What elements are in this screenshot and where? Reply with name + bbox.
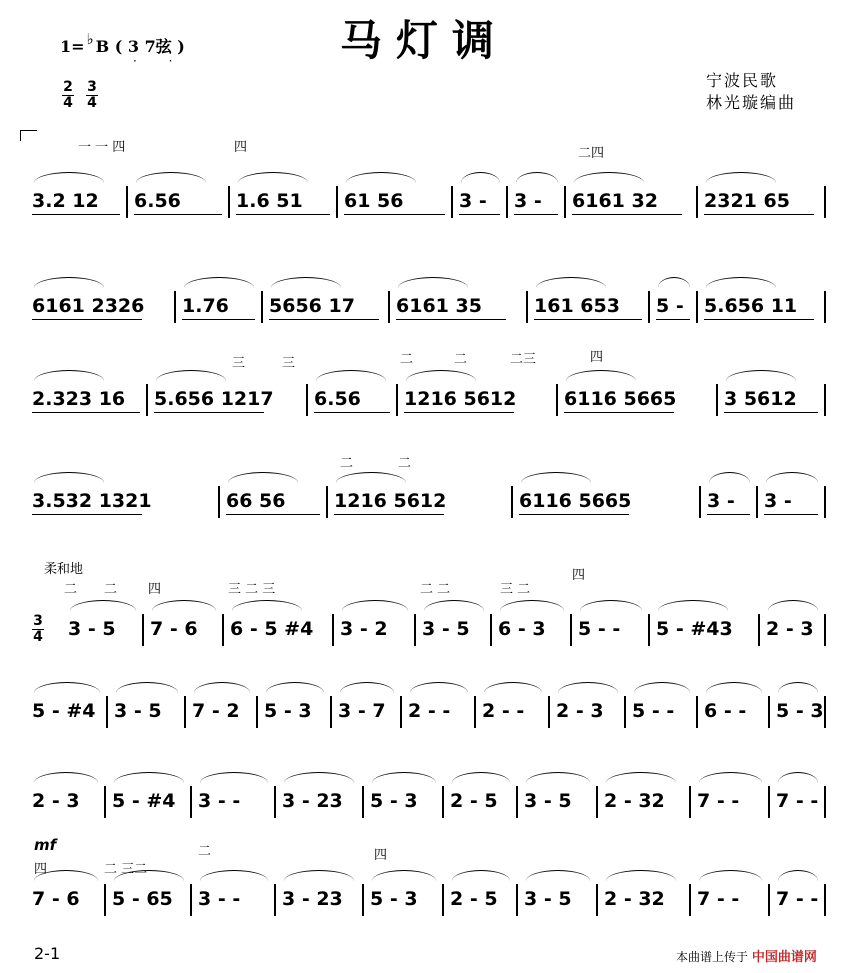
beam (334, 514, 444, 515)
beam (519, 514, 629, 515)
measure: 1216 5612 (404, 388, 517, 410)
measure: 5 - - (632, 700, 675, 722)
dynamic-mark: mf (34, 836, 57, 854)
slur (699, 870, 762, 881)
barline (506, 186, 508, 218)
measure: 2 - - (482, 700, 525, 722)
slur (536, 277, 606, 288)
barline (174, 291, 176, 323)
measure: 6161 32 (572, 190, 658, 212)
measure: 3 - 5 (422, 618, 470, 640)
slur (768, 600, 818, 611)
slur (606, 772, 676, 783)
measure: 66 56 (226, 490, 286, 512)
measure: 3 - 7 (338, 700, 386, 722)
slur (526, 870, 590, 881)
credit-arranger: 林光璇编曲 (706, 93, 797, 112)
barline (442, 786, 444, 818)
barline (696, 696, 698, 728)
beam (32, 514, 142, 515)
fingering: 四 (374, 848, 388, 863)
time-bottom: 4 (87, 95, 97, 111)
barline (190, 786, 192, 818)
barline (564, 186, 566, 218)
slur (238, 172, 308, 183)
slur (232, 600, 302, 611)
barline (824, 291, 826, 323)
slur (372, 870, 436, 881)
barline (396, 384, 398, 416)
barline (648, 614, 650, 646)
slur (452, 870, 510, 881)
measure: 3 - (707, 490, 735, 512)
barline (824, 186, 826, 218)
barline (414, 614, 416, 646)
barline (332, 614, 334, 646)
barline (689, 884, 691, 916)
slur (284, 772, 354, 783)
time-top: 3 (33, 613, 43, 629)
beam (514, 214, 558, 215)
expression-mark: 柔和地 (44, 562, 84, 577)
slur (34, 772, 98, 783)
barline (768, 786, 770, 818)
barline (274, 884, 276, 916)
slur (200, 870, 268, 881)
beam (154, 412, 264, 413)
beam (704, 319, 814, 320)
barline (596, 884, 598, 916)
slur (398, 277, 468, 288)
beam (269, 319, 379, 320)
slur (699, 772, 762, 783)
barline (824, 786, 826, 818)
beam (314, 412, 390, 413)
barline (768, 696, 770, 728)
slur (34, 472, 104, 483)
slur (580, 600, 642, 611)
beam (182, 319, 255, 320)
barline (106, 696, 108, 728)
measure: 2 - 32 (604, 790, 665, 812)
measure: 7 - - (776, 790, 819, 812)
slur (778, 870, 818, 881)
barline (228, 186, 230, 218)
measure: 6 - 3 (498, 618, 546, 640)
barline (218, 486, 220, 518)
measure: 6 - - (704, 700, 747, 722)
slur (346, 172, 416, 183)
measure: 5 - #4 (32, 700, 96, 722)
barline (490, 614, 492, 646)
beam (534, 319, 642, 320)
barline (824, 614, 826, 646)
barline (261, 291, 263, 323)
key-tuning: ( 3 7弦 ) (114, 37, 185, 56)
barline (442, 884, 444, 916)
measure: 5 - (656, 295, 684, 317)
barline (516, 786, 518, 818)
fingering: 二 (400, 352, 414, 367)
beam (704, 214, 814, 215)
beam (764, 514, 818, 515)
time-bottom: 4 (63, 95, 73, 111)
slur (658, 277, 690, 288)
beam (564, 412, 674, 413)
measure: 61 56 (344, 190, 404, 212)
beam (32, 214, 120, 215)
slur (706, 277, 776, 288)
measure: 3 - - (198, 790, 241, 812)
measure: 161 653 (534, 295, 620, 317)
fingering: 三 (282, 356, 296, 371)
measure: 1216 5612 (334, 490, 447, 512)
measure: 5 - #43 (656, 618, 733, 640)
barline (146, 384, 148, 416)
measure: 5.656 11 (704, 295, 798, 317)
barline (474, 696, 476, 728)
fingering: 四 (34, 862, 48, 877)
beam (226, 514, 320, 515)
slur (266, 682, 324, 693)
slur (516, 172, 558, 183)
measure: 2 - - (408, 700, 451, 722)
slur (424, 600, 484, 611)
measure: 2 - 5 (450, 888, 498, 910)
measure: 3.532 1321 (32, 490, 152, 512)
slur (606, 870, 676, 881)
slur (726, 370, 796, 381)
barline (190, 884, 192, 916)
slur (706, 172, 776, 183)
slur (34, 172, 104, 183)
credit-origin: 宁波民歌 (706, 71, 779, 90)
slur (34, 370, 104, 381)
slur (500, 600, 564, 611)
barline (104, 884, 106, 916)
barline (756, 486, 758, 518)
barline (716, 384, 718, 416)
measure: 3 - 5 (524, 888, 572, 910)
key-note: B (95, 37, 110, 56)
slur (34, 682, 100, 693)
measure: 6161 35 (396, 295, 482, 317)
fingering: 三 二 三 (228, 582, 276, 597)
slur (116, 682, 178, 693)
barline (516, 884, 518, 916)
fingering: 二 三二 (104, 862, 148, 877)
slur (316, 370, 386, 381)
slur (778, 682, 818, 693)
fingering: 二 (340, 456, 354, 471)
beam (396, 319, 506, 320)
fingering: 二 (64, 582, 78, 597)
slur (184, 277, 254, 288)
barline (330, 696, 332, 728)
measure: 2 - 3 (766, 618, 814, 640)
barline (768, 884, 770, 916)
beam (32, 319, 142, 320)
beam (134, 214, 222, 215)
slur (372, 772, 436, 783)
barline (104, 786, 106, 818)
slur (410, 682, 468, 693)
barline (570, 614, 572, 646)
barline (696, 186, 698, 218)
barline (758, 614, 760, 646)
barline (274, 786, 276, 818)
measure: 2.323 16 (32, 388, 126, 410)
barline (596, 786, 598, 818)
slur (152, 600, 216, 611)
slur (452, 772, 510, 783)
measure: 7 - 6 (150, 618, 198, 640)
measure: 5 - 3 (370, 888, 418, 910)
slur (136, 172, 206, 183)
time-bottom: 4 (33, 629, 43, 645)
measure: 5 - - (578, 618, 621, 640)
barline (556, 384, 558, 416)
barline (126, 186, 128, 218)
measure: 3 - 23 (282, 790, 343, 812)
measure: 3.2 12 (32, 190, 99, 212)
barline (388, 291, 390, 323)
measure: 7 - - (697, 790, 740, 812)
barline (511, 486, 513, 518)
slur (336, 472, 406, 483)
slur (526, 772, 590, 783)
fingering: 四 (148, 582, 162, 597)
fingering: 二 (398, 456, 412, 471)
measure: 3 - 23 (282, 888, 343, 910)
measure: 7 - - (776, 888, 819, 910)
slur (114, 772, 184, 783)
measure: 2 - 32 (604, 888, 665, 910)
slur (228, 472, 298, 483)
beam (236, 214, 330, 215)
time-top: 2 (63, 79, 73, 95)
slur (340, 682, 394, 693)
time-signature-3-4 (86, 80, 98, 111)
measure: 7 - - (697, 888, 740, 910)
barline (824, 384, 826, 416)
fingering: 三 二 (500, 582, 531, 597)
measure: 1.76 (182, 295, 229, 317)
barline (400, 696, 402, 728)
slur (284, 870, 354, 881)
measure: 3 - 5 (524, 790, 572, 812)
slur (461, 172, 500, 183)
beam (344, 214, 445, 215)
measure: 5.656 1217 (154, 388, 274, 410)
upload-note (676, 946, 817, 965)
barline (548, 696, 550, 728)
beam (32, 412, 140, 413)
slur (271, 277, 341, 288)
barline (336, 186, 338, 218)
barline (648, 291, 650, 323)
barline (699, 486, 701, 518)
measure: 3 5612 (724, 388, 797, 410)
barline (306, 384, 308, 416)
measure: 5 - 3 (370, 790, 418, 812)
barline (824, 486, 826, 518)
measure: 6.56 (134, 190, 181, 212)
measure: 5 - 65 (112, 888, 173, 910)
beam (724, 412, 818, 413)
fingering: 二 (104, 582, 118, 597)
page-title: 马灯调 (340, 16, 509, 65)
fingering: 二 二 (420, 582, 451, 597)
fingering: 二 (454, 352, 468, 367)
key-prefix: 1= (60, 37, 85, 56)
slur (406, 370, 476, 381)
time-top: 3 (87, 79, 97, 95)
measure: 3 - (764, 490, 792, 512)
fingering: 二三 (510, 352, 537, 367)
slur (778, 772, 818, 783)
measure: 5656 17 (269, 295, 355, 317)
barline (526, 291, 528, 323)
slur (766, 472, 818, 483)
measure: 6.56 (314, 388, 361, 410)
barline (184, 696, 186, 728)
fingering: 三 (232, 356, 246, 371)
slur (194, 682, 250, 693)
barline (326, 486, 328, 518)
slur (34, 277, 104, 288)
barline (256, 696, 258, 728)
measure: 3 - - (198, 888, 241, 910)
slur (574, 172, 644, 183)
measure: 5 - 3 (776, 700, 824, 722)
fingering: 四 (590, 350, 604, 365)
barline (696, 291, 698, 323)
barline (624, 696, 626, 728)
measure: 7 - 6 (32, 888, 80, 910)
measure: 2 - 3 (556, 700, 604, 722)
beam (404, 412, 514, 413)
system-bracket (20, 130, 37, 141)
barline (689, 786, 691, 818)
slur (484, 682, 542, 693)
tuning-dots: · · (133, 54, 187, 68)
slur (558, 682, 618, 693)
barline (222, 614, 224, 646)
fingering: 四 (572, 568, 586, 583)
time-signature-2-4 (62, 80, 74, 111)
measure: 5 - #4 (112, 790, 176, 812)
fingering: 四 (234, 140, 248, 155)
measure: 2321 65 (704, 190, 790, 212)
measure: 6116 5665 (564, 388, 677, 410)
barline (362, 786, 364, 818)
barline (362, 884, 364, 916)
beam (572, 214, 682, 215)
barline (451, 186, 453, 218)
slur (342, 600, 408, 611)
time-signature-3-4-row5 (32, 614, 44, 645)
measure: 3 - (514, 190, 542, 212)
beam (656, 319, 690, 320)
measure: 2 - 5 (450, 790, 498, 812)
barline (142, 614, 144, 646)
site-logo: 中国曲谱网 (751, 950, 817, 965)
measure: 3 - 5 (114, 700, 162, 722)
upload-text: 本曲谱上传于 (676, 950, 749, 964)
measure: 3 - (459, 190, 487, 212)
measure: 3 - 2 (340, 618, 388, 640)
slur (709, 472, 750, 483)
measure: 5 - 3 (264, 700, 312, 722)
barline (824, 696, 826, 728)
slur (634, 682, 690, 693)
slur (521, 472, 591, 483)
fingering: 二 (198, 844, 212, 859)
measure: 2 - 3 (32, 790, 80, 812)
measure: 3 - 5 (68, 618, 116, 640)
slur (70, 600, 136, 611)
beam (459, 214, 500, 215)
measure: 6 - 5 #4 (230, 618, 314, 640)
fingering: 二四 (578, 146, 605, 161)
slur (706, 682, 762, 693)
fingering: 一 一 四 (78, 140, 126, 155)
beam (707, 514, 750, 515)
slur (200, 772, 268, 783)
measure: 7 - 2 (192, 700, 240, 722)
measure: 1.6 51 (236, 190, 303, 212)
page-number: 2-1 (34, 944, 61, 963)
slur (658, 600, 728, 611)
slur (156, 370, 226, 381)
barline (824, 884, 826, 916)
flat-sign: ♭ (86, 30, 94, 48)
measure: 6161 2326 (32, 295, 145, 317)
measure: 6116 5665 (519, 490, 632, 512)
slur (566, 370, 636, 381)
